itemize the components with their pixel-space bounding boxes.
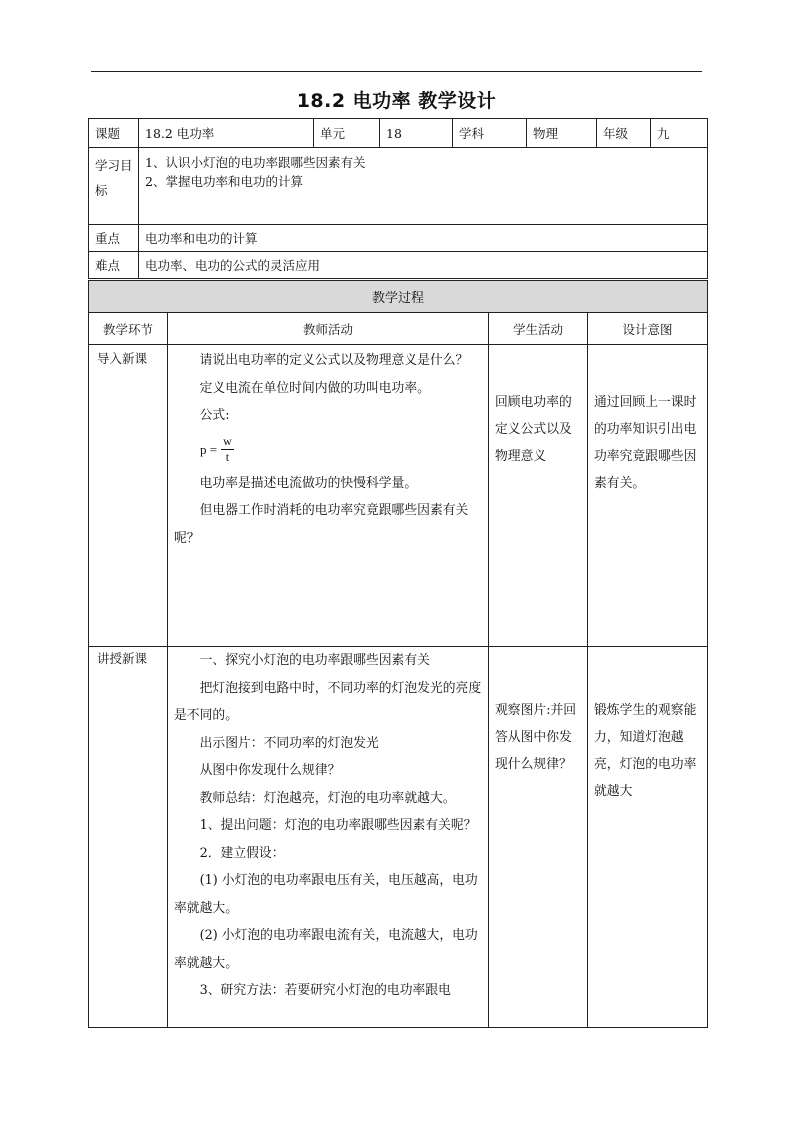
- grade-value: 九: [651, 119, 708, 148]
- student-activity-intro: 回顾电功率的定义公式以及物理意义: [489, 345, 588, 647]
- teacher-line: 但电器工作时消耗的电功率究竟跟哪些因素有关呢？: [174, 503, 469, 546]
- teacher-line: 3、研究方法：若要研究小灯泡的电功率跟电: [199, 983, 451, 998]
- teacher-line: (1) 小灯泡的电功率跟电压有关，电压越高，电功率就越大。: [174, 873, 478, 916]
- lesson-info-table: [88, 118, 708, 279]
- formula-fraction: [221, 434, 234, 465]
- process-band: 教学过程: [89, 281, 708, 313]
- teacher-line: 2．建立假设：: [199, 845, 285, 861]
- teacher-line: 教师总结：灯泡越亮，灯泡的电功率就越大。: [199, 790, 456, 806]
- difficulty-value: 电功率、电功的公式的灵活应用: [139, 252, 708, 279]
- teacher-line: 出示图片：不同功率的灯泡发光: [199, 735, 379, 751]
- header-teacher: 教师活动: [168, 313, 489, 345]
- unit-value: 18: [380, 119, 453, 148]
- header-intent: 设计意图: [588, 313, 708, 345]
- teacher-line: 把灯泡接到电路中时，不同功率的灯泡发光的亮度是不同的。: [174, 680, 482, 723]
- key-label: 重点: [89, 225, 139, 252]
- difficulty-label: 难点: [89, 252, 139, 279]
- header-rule: [91, 71, 702, 72]
- goals-label: 学习目标: [89, 148, 139, 225]
- formula-numerator: w: [223, 434, 232, 448]
- unit-label: 单元: [314, 119, 380, 148]
- teacher-line: 1、提出问题：灯泡的电功率跟哪些因素有关呢？: [199, 818, 477, 833]
- goals-cell: [139, 148, 708, 225]
- grade-label: 年级: [597, 119, 651, 148]
- teacher-line: (2) 小灯泡的电功率跟电流有关，电流越大，电功率就越大。: [174, 928, 478, 971]
- teacher-activity-new: [168, 647, 489, 1028]
- stage-intro: 导入新课: [89, 345, 168, 647]
- teacher-line: 一、探究小灯泡的电功率跟哪些因素有关: [199, 653, 430, 668]
- header-stage: 教学环节: [89, 313, 168, 345]
- power-formula: [174, 430, 482, 470]
- teacher-line: 从图中你发现什么规律？: [199, 763, 341, 778]
- subject-value: 物理: [527, 119, 597, 148]
- goal-item: 1、认识小灯泡的电功率跟哪些因素有关: [145, 155, 366, 170]
- student-activity-new: 观察图片:并回答从图中你发现什么规律？: [489, 647, 588, 1028]
- goal-item: 2、掌握电功率和电功的计算: [145, 174, 303, 189]
- course-label: 课题: [89, 119, 139, 148]
- teacher-line: 定义电流在单位时间内做的功叫电功率。: [199, 380, 430, 396]
- design-intent-new: 锻炼学生的观察能力，知道灯泡越亮，灯泡的电功率就越大: [588, 647, 708, 1028]
- teacher-line: 电功率是描述电流做功的快慢科学量。: [199, 475, 418, 491]
- teaching-process-table: [88, 280, 708, 1028]
- formula-lhs: p =: [200, 441, 218, 457]
- teacher-line: 公式:: [199, 408, 230, 423]
- subject-label: 学科: [453, 119, 527, 148]
- formula-denominator: t: [225, 450, 230, 464]
- header-student: 学生活动: [489, 313, 588, 345]
- design-intent-intro: 通过回顾上一课时的功率知识引出电功率究竟跟哪些因素有关。: [588, 345, 708, 647]
- teacher-activity-intro: [168, 345, 489, 647]
- teacher-line: 请说出电功率的定义公式以及物理意义是什么？: [199, 353, 469, 368]
- page-title: 18.2 电功率 教学设计: [296, 90, 497, 112]
- course-value: 18.2 电功率: [139, 119, 314, 148]
- stage-new-lesson: 讲授新课: [89, 647, 168, 1028]
- key-value: 电功率和电功的计算: [139, 225, 708, 252]
